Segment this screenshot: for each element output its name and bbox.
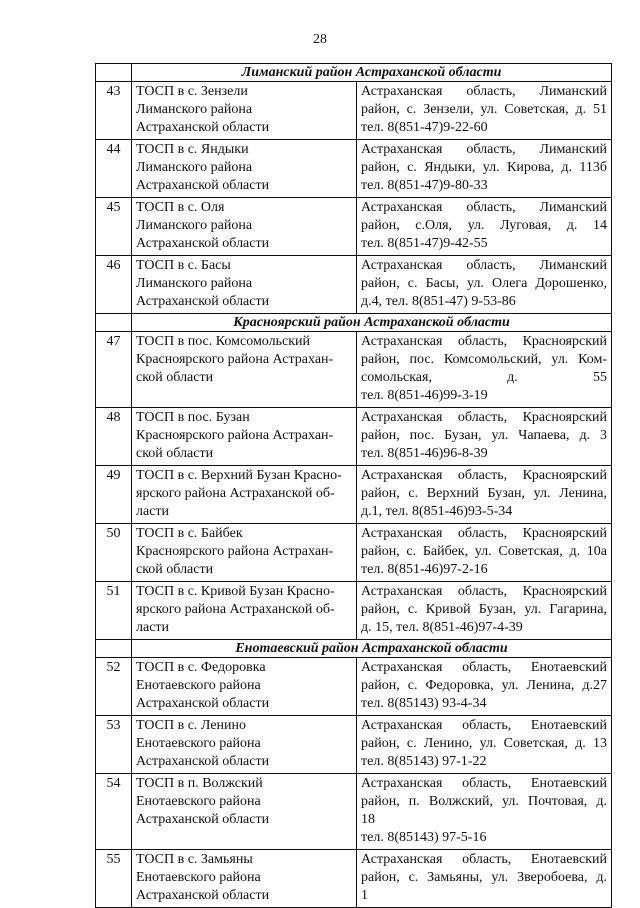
row-number: 51 bbox=[96, 582, 132, 640]
office-address-cell bbox=[357, 82, 612, 140]
office-address-line: д. 15, тел. 8(851-46)97-4-39 bbox=[361, 620, 523, 635]
table-row bbox=[96, 582, 612, 640]
office-address-cell bbox=[357, 774, 612, 850]
office-address-line: район, с. Кривой Бузан, ул. Гагарина, bbox=[361, 602, 608, 617]
table-row bbox=[96, 524, 612, 582]
office-name-cell bbox=[132, 408, 357, 466]
office-name-line: Лиманского района bbox=[136, 102, 253, 117]
section-header-blank-cell bbox=[96, 64, 132, 82]
office-name-line: ярского района Астраханской об- bbox=[136, 602, 335, 617]
office-name-line: Астраханской области bbox=[136, 294, 270, 309]
office-name-cell bbox=[132, 850, 357, 908]
office-name-line: ТОСП в с. Федоровка bbox=[136, 660, 266, 675]
table-row bbox=[96, 198, 612, 256]
office-address-line: Астраханская область, Красноярский bbox=[361, 468, 608, 483]
row-number: 45 bbox=[96, 198, 132, 256]
section-header-row bbox=[96, 64, 612, 82]
office-name-line: ласти bbox=[136, 620, 170, 635]
office-address-line: Астраханская область, Енотаевский bbox=[361, 776, 608, 791]
office-address-cell bbox=[357, 524, 612, 582]
table-row bbox=[96, 256, 612, 314]
section-header-row bbox=[96, 640, 612, 658]
office-address-line: тел. 8(85143) 97-1-22 bbox=[361, 754, 487, 769]
row-number: 55 bbox=[96, 850, 132, 908]
office-address-line: район, с. Басы, ул. Олега Дорошенко, bbox=[361, 276, 608, 291]
office-address-line: район, с. Ленино, ул. Советская, д. 13 bbox=[361, 736, 608, 751]
office-address-cell bbox=[357, 332, 612, 408]
office-address-line: 18 bbox=[361, 812, 375, 827]
office-name-line: Лиманского района bbox=[136, 276, 253, 291]
office-address-line: тел. 8(851-46)99-3-19 bbox=[361, 388, 488, 403]
office-address-line: Астраханская область, Лиманский bbox=[361, 258, 608, 273]
page-number: 28 bbox=[313, 32, 327, 47]
row-number: 46 bbox=[96, 256, 132, 314]
office-name-line: ской области bbox=[136, 562, 214, 577]
office-address-cell bbox=[357, 850, 612, 908]
office-address-cell bbox=[357, 582, 612, 640]
office-address-line: район, с. Замьяны, ул. Зверобоева, д. bbox=[361, 870, 608, 885]
office-name-cell bbox=[132, 524, 357, 582]
row-number: 50 bbox=[96, 524, 132, 582]
office-name-line: ТОСП в с. Ленино bbox=[136, 718, 247, 733]
office-name-line: ской области bbox=[136, 370, 214, 385]
office-address-line: Астраханская область, Енотаевский bbox=[361, 852, 608, 867]
office-address-line: тел. 8(85143) 97-5-16 bbox=[361, 830, 487, 845]
office-address-line: район, с. Байбек, ул. Советская, д. 10а bbox=[361, 544, 608, 559]
row-number: 48 bbox=[96, 408, 132, 466]
office-address-cell bbox=[357, 140, 612, 198]
office-name-line: Лиманского района bbox=[136, 218, 253, 233]
office-name-line: Енотаевского района bbox=[136, 870, 261, 885]
office-address-line: район, пос. Бузан, ул. Чапаева, д. 3 bbox=[361, 428, 608, 443]
office-address-line: Астраханская область, Красноярский bbox=[361, 584, 608, 599]
office-address-line: Астраханская область, Енотаевский bbox=[361, 660, 608, 675]
office-name-line: ТОСП в п. Волжский bbox=[136, 776, 263, 791]
office-address-line: Астраханская область, Лиманский bbox=[361, 200, 608, 215]
office-name-line: Лиманского района bbox=[136, 160, 253, 175]
office-name-line: ТОСП в пос. Бузан bbox=[136, 410, 250, 425]
row-number: 54 bbox=[96, 774, 132, 850]
office-name-line: Астраханской области bbox=[136, 178, 270, 193]
office-address-line: район, пос. Комсомольский, ул. Ком- bbox=[361, 352, 608, 367]
office-address-line: район, с.Оля, ул. Луговая, д. 14 bbox=[361, 218, 608, 233]
office-name-cell bbox=[132, 332, 357, 408]
office-address-line: 1 bbox=[361, 888, 368, 903]
office-name-cell bbox=[132, 774, 357, 850]
office-name-line: ТОСП в пос. Комсомольский bbox=[136, 334, 310, 349]
table-row bbox=[96, 408, 612, 466]
office-name-line: Красноярского района Астрахан- bbox=[136, 428, 334, 443]
office-name-line: Красноярского района Астрахан- bbox=[136, 352, 334, 367]
section-header-blank-cell bbox=[96, 640, 132, 658]
section-title: Енотаевский район Астраханской области bbox=[132, 640, 612, 658]
office-address-cell bbox=[357, 198, 612, 256]
table-row bbox=[96, 140, 612, 198]
office-name-line: ТОСП в с. Кривой Бузан Красно- bbox=[136, 584, 335, 599]
section-title: Лиманский район Астраханской области bbox=[132, 64, 612, 82]
office-name-cell bbox=[132, 198, 357, 256]
office-address-line: район, п. Волжский, ул. Почтовая, д. bbox=[361, 794, 608, 809]
office-address-cell bbox=[357, 466, 612, 524]
office-name-line: ской области bbox=[136, 446, 214, 461]
office-address-cell bbox=[357, 658, 612, 716]
office-name-line: Енотаевского района bbox=[136, 678, 261, 693]
office-name-line: Красноярского района Астрахан- bbox=[136, 544, 334, 559]
office-name-line: Астраханской области bbox=[136, 696, 270, 711]
table-row bbox=[96, 82, 612, 140]
office-address-line: сомольская, д. 55 bbox=[361, 370, 608, 385]
office-address-cell bbox=[357, 256, 612, 314]
row-number: 53 bbox=[96, 716, 132, 774]
office-address-line: Астраханская область, Лиманский bbox=[361, 142, 608, 157]
office-address-line: район, с. Зензели, ул. Советская, д. 51 bbox=[361, 102, 608, 117]
office-name-line: Астраханской области bbox=[136, 236, 270, 251]
section-header-row bbox=[96, 314, 612, 332]
section-header-blank-cell bbox=[96, 314, 132, 332]
row-number: 44 bbox=[96, 140, 132, 198]
table-row bbox=[96, 658, 612, 716]
section-title: Красноярский район Астраханской области bbox=[132, 314, 612, 332]
office-name-line: ТОСП в с. Зензели bbox=[136, 84, 248, 99]
office-address-line: д.1, тел. 8(851-46)93-5-34 bbox=[361, 504, 513, 519]
office-name-line: ярского района Астраханской об- bbox=[136, 486, 335, 501]
office-name-line: ТОСП в с. Замьяны bbox=[136, 852, 253, 867]
row-number: 52 bbox=[96, 658, 132, 716]
office-name-line: ласти bbox=[136, 504, 170, 519]
office-name-line: ТОСП в с. Яндыки bbox=[136, 142, 249, 157]
office-name-line: Астраханской области bbox=[136, 120, 270, 135]
office-address-line: Астраханская область, Красноярский bbox=[361, 410, 608, 425]
office-name-line: ТОСП в с. Байбек bbox=[136, 526, 243, 541]
table-row bbox=[96, 774, 612, 850]
office-name-cell bbox=[132, 658, 357, 716]
office-address-line: район, с. Верхний Бузан, ул. Ленина, bbox=[361, 486, 608, 501]
row-number: 43 bbox=[96, 82, 132, 140]
office-name-cell bbox=[132, 256, 357, 314]
table-row bbox=[96, 332, 612, 408]
table-row bbox=[96, 850, 612, 908]
office-address-line: Астраханская область, Красноярский bbox=[361, 334, 608, 349]
office-name-line: Астраханской области bbox=[136, 888, 270, 903]
office-address-cell bbox=[357, 408, 612, 466]
office-name-cell bbox=[132, 466, 357, 524]
office-address-line: д.4, тел. 8(851-47) 9-53-86 bbox=[361, 294, 516, 309]
office-name-cell bbox=[132, 140, 357, 198]
office-name-line: Астраханской области bbox=[136, 754, 270, 769]
office-address-line: тел. 8(851-47)9-42-55 bbox=[361, 236, 488, 251]
office-name-line: Енотаевского района bbox=[136, 794, 261, 809]
office-name-cell bbox=[132, 582, 357, 640]
office-address-line: тел. 8(851-47)9-80-33 bbox=[361, 178, 488, 193]
office-address-line: тел. 8(851-46)97-2-16 bbox=[361, 562, 488, 577]
office-name-line: ТОСП в с. Верхний Бузан Красно- bbox=[136, 468, 342, 483]
office-address-line: Астраханская область, Лиманский bbox=[361, 84, 608, 99]
office-address-line: тел. 8(851-46)96-8-39 bbox=[361, 446, 488, 461]
office-address-line: район, с. Федоровка, ул. Ленина, д.27 bbox=[361, 678, 608, 693]
office-name-cell bbox=[132, 82, 357, 140]
office-address-line: тел. 8(851-47)9-22-60 bbox=[361, 120, 488, 135]
office-address-line: район, с. Яндыки, ул. Кирова, д. 113б bbox=[361, 160, 608, 175]
table-row bbox=[96, 466, 612, 524]
office-address-line: тел. 8(85143) 93-4-34 bbox=[361, 696, 487, 711]
office-name-line: ТОСП в с. Оля bbox=[136, 200, 225, 215]
office-name-line: Енотаевского района bbox=[136, 736, 261, 751]
offices-table-body bbox=[96, 64, 612, 908]
office-address-line: Астраханская область, Красноярский bbox=[361, 526, 608, 541]
office-name-line: Астраханской области bbox=[136, 812, 270, 827]
offices-table bbox=[95, 63, 612, 908]
office-address-line: Астраханская область, Енотаевский bbox=[361, 718, 608, 733]
row-number: 49 bbox=[96, 466, 132, 524]
office-name-cell bbox=[132, 716, 357, 774]
table-row bbox=[96, 716, 612, 774]
row-number: 47 bbox=[96, 332, 132, 408]
office-name-line: ТОСП в с. Басы bbox=[136, 258, 231, 273]
office-address-cell bbox=[357, 716, 612, 774]
